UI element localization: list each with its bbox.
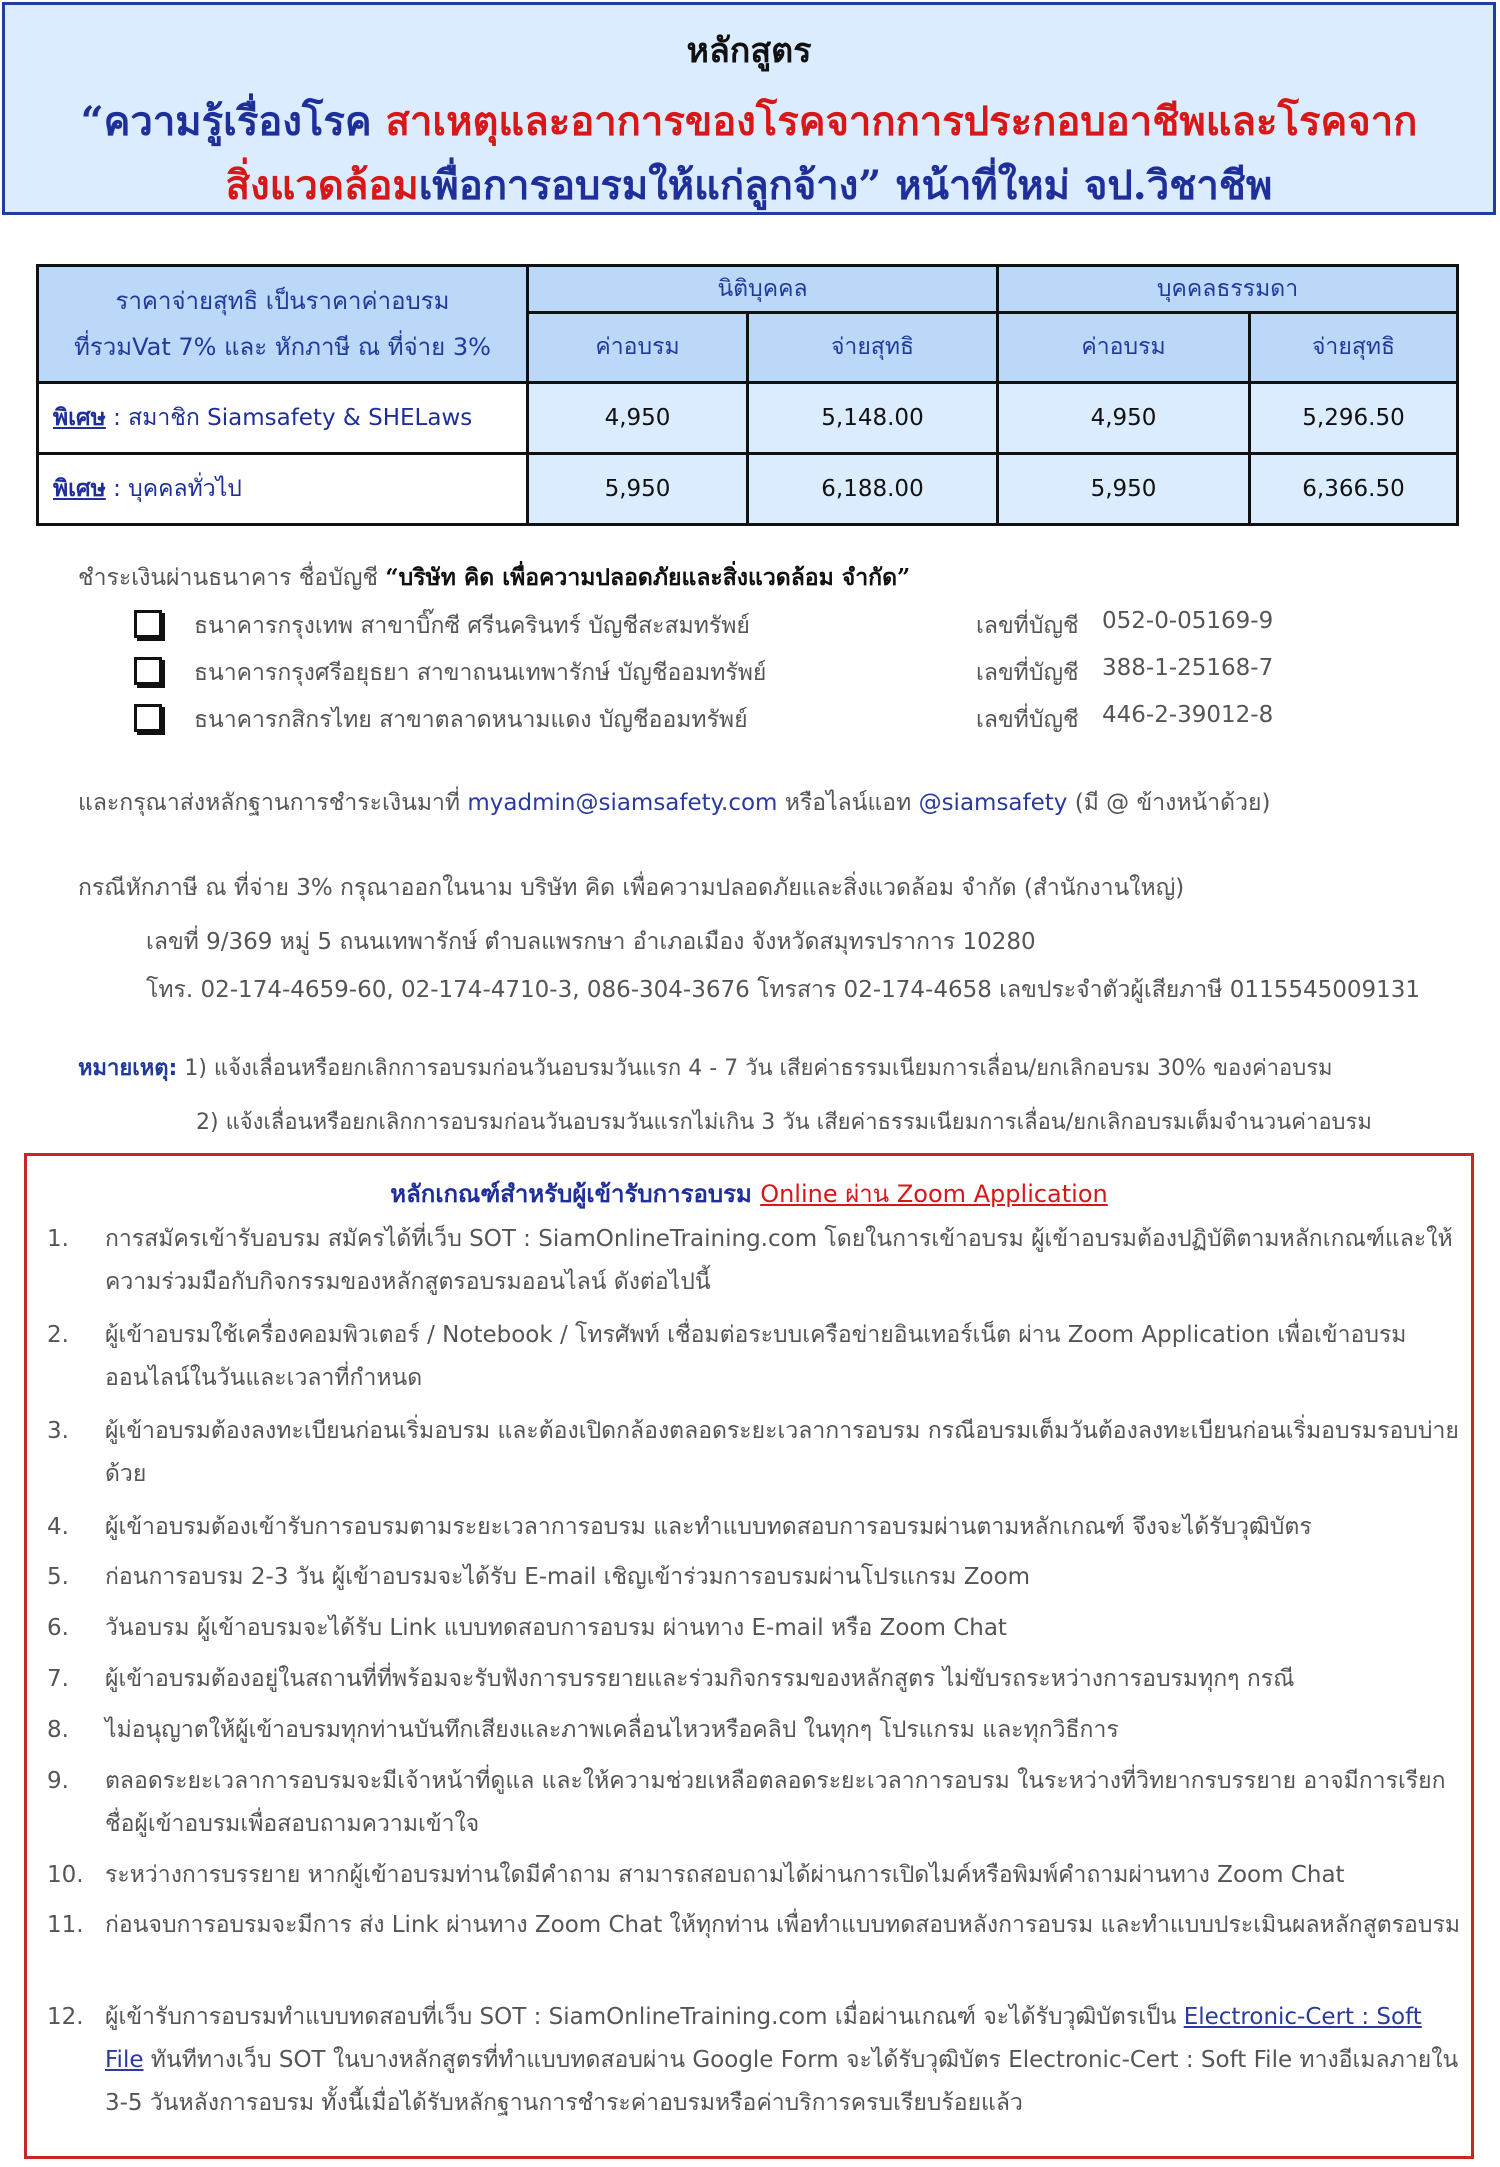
rule-number: 1.	[47, 1226, 69, 1252]
title-red-part-1: สาเหตุและอาการของโรคจากการประกอบอาชีพและโรคจาก	[385, 98, 1418, 145]
checkbox-icon	[134, 657, 162, 685]
online-rules-box	[24, 1153, 1474, 2159]
rule-number: 6.	[47, 1615, 69, 1641]
rule-text: ผู้เข้าอบรมต้องเข้ารับการอบรมตามระยะเวลาการอบรม และทำแบบทดสอบการอบรมผ่านตามหลักเกณฑ์ จึงจะได้รับวุฒิบัตร	[105, 1514, 1312, 1540]
rule-text: ผู้เข้าอบรมต้องอยู่ในสถานที่ที่พร้อมจะรับฟังการบรรยายและร่วมกิจกรรมของหลักสูตร ไม่ขับรถระหว่างการอบรมทุกๆ กรณี	[105, 1666, 1295, 1692]
rules-title-online: Online ผ่าน Zoom Application	[760, 1180, 1108, 1208]
row-label-general	[38, 454, 528, 525]
electronic-cert-link[interactable]: Electronic-Cert : Soft File	[105, 2004, 1422, 2073]
bank-item	[134, 702, 1384, 742]
rule-text: วันอบรม ผู้เข้าอบรมจะได้รับ Link แบบทดสอบการอบรม ผ่านทาง E-mail หรือ Zoom Chat	[105, 1615, 1007, 1641]
table-row	[38, 454, 1458, 525]
account-name: “บริษัท คิด เพื่อความปลอดภัยและสิ่งแวดล้อม จำกัด”	[385, 564, 911, 591]
bank-name: ธนาคารกสิกรไทย สาขาตลาดหนามแดง บัญชีออมทรัพย์	[194, 707, 748, 733]
tax-address: เลขที่ 9/369 หมู่ 5 ถนนเทพารักษ์ ตำบลแพรกษา อำเภอเมือง จังหวัดสมุทรปราการ 10280	[146, 929, 1036, 955]
general-fee-juristic: 5,950	[528, 454, 748, 525]
corner-line-1: ราคาจ่ายสุทธิ เป็นราคาค่าอบรม	[115, 287, 450, 316]
rule-number: 7.	[47, 1666, 69, 1692]
course-title-line-1	[5, 89, 1493, 153]
special-tag: พิเศษ	[53, 476, 106, 503]
header-juristic-person: นิติบุคคล	[528, 266, 998, 313]
header-fee-juristic: ค่าอบรม	[528, 312, 748, 383]
checkbox-icon	[134, 704, 162, 732]
evidence-text: หรือไลน์แอท	[777, 790, 919, 816]
rule-text: ก่อนการอบรม 2-3 วัน ผู้เข้าอบรมจะได้รับ E-mail เชิญเข้าร่วมการอบรมผ่านโปรแกรม Zoom	[105, 1564, 1031, 1590]
rule-number: 9.	[47, 1768, 69, 1794]
note-2: 2) แจ้งเลื่อนหรือยกเลิกการอบรมก่อนวันอบรมวันแรกไม่เกิน 3 วัน เสียค่าธรรมเนียมการเลื่อน/ยกเลิกอบรมเต็มจำนวนค่าอบรม	[196, 1110, 1372, 1135]
member-net-juristic: 5,148.00	[748, 383, 998, 454]
bank-name: ธนาคารกรุงศรีอยุธยา สาขาถนนเทพารักษ์ บัญชีออมทรัพย์	[194, 660, 767, 686]
account-label: เลขที่บัญชี	[976, 660, 1079, 686]
rules-title	[27, 1174, 1471, 1213]
evidence-text: (มี @ ข้างหน้าด้วย)	[1067, 790, 1271, 816]
rule-text-part: ผู้เข้ารับการอบรมทำแบบทดสอบที่เว็บ SOT : SiamOnlineTraining.com เมื่อผ่านเกณฑ์ จะได้รับวุฒิบัตรเป็น	[105, 2004, 1184, 2030]
rule-number: 4.	[47, 1514, 69, 1540]
row-label-member	[38, 383, 528, 454]
payment-intro	[78, 560, 910, 596]
member-fee-juristic: 4,950	[528, 383, 748, 454]
email-link[interactable]: myadmin@siamsafety.com	[467, 790, 778, 816]
rule-number: 8.	[47, 1717, 69, 1743]
rule-text-part: ทันทีทางเว็บ SOT ในบางหลักสูตรที่ทำแบบทดสอบผ่าน Google Form จะได้รับวุฒิบัตร Electronic-Cert : Soft File ทางอีเมลภายใน 3-5 วันหลังการอบรม ทั้งนี้เมื่อได้รับหลักฐานการชำระค่าอบรมหรือค่าบริการครบเรียบร้อยแล้ว	[105, 2047, 1459, 2116]
tax-line-1: กรณีหักภาษี ณ ที่จ่าย 3% กรุณาออกในนาม บริษัท คิด เพื่อความปลอดภัยและสิ่งแวดล้อม จำกัด (สำนักงานใหญ่)	[78, 875, 1185, 901]
account-label: เลขที่บัญชี	[976, 707, 1079, 733]
rule-text	[105, 1996, 1460, 2125]
row-label-text: : บุคคลทั่วไป	[105, 476, 242, 503]
header-net-juristic: จ่ายสุทธิ	[748, 312, 998, 383]
rule-number: 10.	[47, 1862, 84, 1888]
rule-text: การสมัครเข้ารับอบรม สมัครได้ที่เว็บ SOT : SiamOnlineTraining.com โดยในการเข้าอบรม ผู้เข้าอบรมต้องปฏิบัติตามหลักเกณฑ์และให้ความร่วมมือกับกิจกรรมของหลักสูตรอบรมออนไลน์ ดังต่อไปนี้	[105, 1226, 1453, 1295]
course-title-line-2	[5, 153, 1493, 217]
tax-phone: โทร. 02-174-4659-60, 02-174-4710-3, 086-304-3676 โทรสาร 02-174-4658 เลขประจำตัวผู้เสียภาษี 0115545009131	[146, 977, 1421, 1003]
table-row	[38, 383, 1458, 454]
member-fee-natural: 4,950	[998, 383, 1250, 454]
header-natural-person: บุคคลธรรมดา	[998, 266, 1458, 313]
row-label-text: : สมาชิก Siamsafety & SHELaws	[105, 405, 473, 432]
account-label: เลขที่บัญชี	[976, 613, 1079, 639]
rule-text: ตลอดระยะเวลาการอบรมจะมีเจ้าหน้าที่ดูแล และให้ความช่วยเหลือตลอดระยะเวลาการอบรม ในระหว่างที่วิทยากรบรรยาย อาจมีการเรียกชื่อผู้เข้าอบรมเพื่อสอบถามความเข้าใจ	[105, 1768, 1446, 1837]
rule-text: ระหว่างการบรรยาย หากผู้เข้าอบรมท่านใดมีคำถาม สามารถสอบถามได้ผ่านการเปิดไมค์หรือพิมพ์คำถามผ่านทาง Zoom Chat	[105, 1862, 1345, 1888]
member-net-natural: 5,296.50	[1250, 383, 1458, 454]
header-net-natural: จ่ายสุทธิ	[1250, 312, 1458, 383]
bank-item	[134, 655, 1384, 695]
special-tag: พิเศษ	[53, 405, 106, 432]
title-blue-part-2: เพื่อการอบรมให้แก่ลูกจ้าง” หน้าที่ใหม่ จป.วิชาชีพ	[418, 162, 1273, 209]
rule-text: ผู้เข้าอบรมต้องลงทะเบียนก่อนเริ่มอบรม และต้องเปิดกล้องตลอดระยะเวลาการอบรม กรณีอบรมเต็มวันต้องลงทะเบียนก่อนเริ่มอบรมรอบบ่ายด้วย	[105, 1418, 1459, 1487]
rule-text: ก่อนจบการอบรมจะมีการ ส่ง Link ผ่านทาง Zoom Chat ให้ทุกท่าน เพื่อทำแบบทดสอบหลังการอบรม และทำแบบประเมินผลหลักสูตรอบรม	[105, 1912, 1460, 1938]
rule-number: 2.	[47, 1322, 69, 1348]
rule-number: 11.	[47, 1912, 84, 1938]
checkbox-icon	[134, 610, 162, 638]
line-id-link[interactable]: @siamsafety	[918, 790, 1068, 816]
rule-text: ไม่อนุญาตให้ผู้เข้าอบรมทุกท่านบันทึกเสียงและภาพเคลื่อนไหวหรือคลิป ในทุกๆ โปรแกรม และทุกวิธีการ	[105, 1717, 1119, 1743]
title-red-part-2: สิ่งแวดล้อม	[225, 162, 419, 209]
price-table-corner	[38, 266, 528, 383]
rule-number: 12.	[47, 2004, 84, 2030]
bank-name: ธนาคารกรุงเทพ สาขาบิ๊กซี ศรีนครินทร์ บัญชีสะสมทรัพย์	[194, 613, 750, 639]
note-1	[78, 1050, 1333, 1085]
general-net-juristic: 6,188.00	[748, 454, 998, 525]
rule-number: 3.	[47, 1418, 69, 1444]
course-title-banner	[2, 2, 1496, 215]
rules-title-text: หลักเกณฑ์สำหรับผู้เข้ารับการอบรม	[390, 1180, 761, 1208]
course-label: หลักสูตร	[686, 31, 812, 71]
corner-line-2: ที่รวมVat 7% และ หักภาษี ณ ที่จ่าย 3%	[74, 333, 491, 362]
general-net-natural: 6,366.50	[1250, 454, 1458, 525]
rule-text: ผู้เข้าอบรมใช้เครื่องคอมพิวเตอร์ / Notebook / โทรศัพท์ เชื่อมต่อระบบเครือข่ายอินเทอร์เน็ต ผ่าน Zoom Application เพื่อเข้าอบรมออนไลน์ในวันและเวลาที่กำหนด	[105, 1322, 1407, 1391]
note-label: หมายเหตุ:	[78, 1056, 178, 1081]
price-table	[36, 264, 1459, 526]
payment-evidence	[78, 785, 1270, 821]
bank-item	[134, 608, 1384, 648]
title-blue-part-1: “ความรู้เรื่องโรค	[80, 98, 372, 145]
header-fee-natural: ค่าอบรม	[998, 312, 1250, 383]
payment-intro-text: ชำระเงินผ่านธนาคาร ชื่อบัญชี	[78, 565, 379, 591]
general-fee-natural: 5,950	[998, 454, 1250, 525]
account-number: 052-0-05169-9	[1102, 608, 1274, 634]
account-number: 388-1-25168-7	[1102, 655, 1274, 681]
note-1-text: 1) แจ้งเลื่อนหรือยกเลิกการอบรมก่อนวันอบรมวันแรก 4 - 7 วัน เสียค่าธรรมเนียมการเลื่อน/ยกเลิกอบรม 30% ของค่าอบรม	[177, 1056, 1333, 1081]
evidence-text: และกรุณาส่งหลักฐานการชำระเงินมาที่	[78, 790, 468, 816]
rule-number: 5.	[47, 1564, 69, 1590]
account-number: 446-2-39012-8	[1102, 702, 1274, 728]
